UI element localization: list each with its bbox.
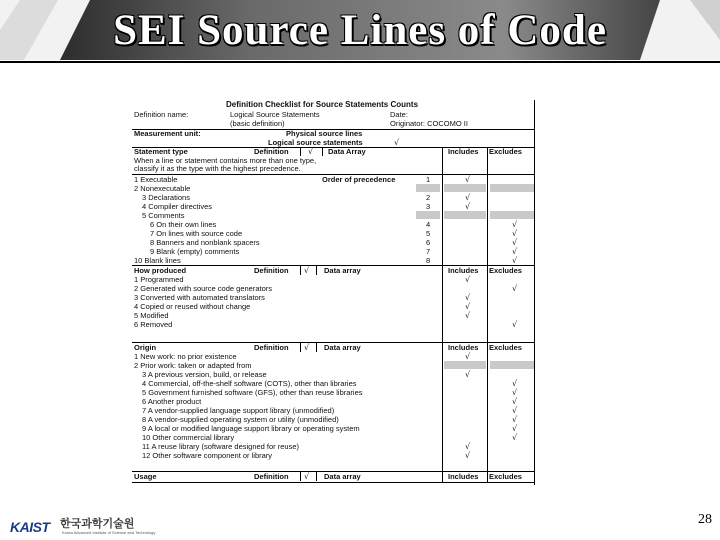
- definition-name-label: Definition name:: [134, 110, 189, 119]
- date-label: Date:: [390, 110, 408, 119]
- shaded-cell: [490, 361, 534, 369]
- col-definition: Definition: [254, 147, 289, 156]
- order-value: 2: [426, 193, 431, 202]
- origin-row: 5 Government furnished software (GFS), other than reuse libraries: [142, 388, 363, 397]
- shaded-cell: [444, 211, 486, 219]
- rule: [300, 266, 301, 275]
- include-check: √: [465, 202, 471, 211]
- include-check: √: [465, 442, 471, 451]
- exclude-check: √: [512, 424, 518, 433]
- shaded-cell: [444, 184, 486, 192]
- kaist-korean-name: 한국과학기술원: [60, 517, 135, 530]
- statement-type-row: 3 Declarations: [142, 193, 190, 202]
- exclude-check: √: [512, 256, 518, 265]
- exclude-check: √: [512, 229, 518, 238]
- origin-row: 4 Commercial, off-the-shelf software (COTS), other than libraries: [142, 379, 357, 388]
- exclude-check: √: [512, 388, 518, 397]
- definition-checklist: [126, 100, 536, 486]
- unit-logical: Logical source statements: [268, 138, 363, 147]
- col-data-array: Data array: [324, 266, 361, 275]
- checklist-title: Definition Checklist for Source Statements Counts: [226, 100, 419, 109]
- origin-row: 9 A local or modified language support library or operating system: [142, 424, 360, 433]
- grid-line: [442, 147, 443, 482]
- how-produced-row: 1 Programmed: [134, 275, 184, 284]
- how-produced-header: How produced: [134, 266, 187, 275]
- col-definition: Definition: [254, 343, 289, 352]
- page-number: 28: [698, 512, 712, 527]
- shaded-cell: [444, 361, 486, 369]
- include-check: √: [465, 175, 471, 184]
- origin-row: 1 New work: no prior existence: [134, 352, 237, 361]
- include-check: √: [465, 302, 471, 311]
- how-produced-row: 2 Generated with source code generators: [134, 284, 272, 293]
- col-includes: Includes: [448, 472, 479, 481]
- rule: [300, 343, 301, 352]
- measurement-unit-label: Measurement unit:: [134, 129, 201, 138]
- statement-type-note: When a line or statement contains more than one type,: [134, 156, 317, 165]
- statement-type-row: 7 On lines with source code: [150, 229, 243, 238]
- order-header: Order of precedence: [322, 175, 396, 184]
- include-check: √: [465, 293, 471, 302]
- include-check: √: [465, 451, 471, 460]
- statement-type-row: 5 Comments: [142, 211, 185, 220]
- col-data-array: Data array: [324, 343, 361, 352]
- rule: [132, 482, 534, 483]
- exclude-check: √: [512, 284, 518, 293]
- kaist-logo: KAIST: [10, 519, 50, 535]
- how-produced-row: 6 Removed: [134, 320, 173, 329]
- exclude-check: √: [512, 320, 518, 329]
- usage-header: Usage: [134, 472, 157, 481]
- col-excludes: Excludes: [489, 472, 522, 481]
- statement-type-row: 1 Executable: [134, 175, 178, 184]
- origin-header: Origin: [134, 343, 157, 352]
- unit-physical: Physical source lines: [286, 129, 363, 138]
- definition-check: √: [304, 472, 310, 481]
- rule: [300, 147, 301, 156]
- statement-type-note: classify it as the type with the highest precedence.: [134, 164, 301, 173]
- col-excludes: Excludes: [489, 343, 522, 352]
- shaded-cell: [490, 184, 534, 192]
- statement-type-row: 9 Blank (empty) comments: [150, 247, 240, 256]
- col-includes: Includes: [448, 147, 479, 156]
- origin-row: 3 A previous version, build, or release: [142, 370, 267, 379]
- exclude-check: √: [512, 433, 518, 442]
- exclude-check: √: [512, 397, 518, 406]
- slide-title: SEI Source Lines of Code: [113, 7, 607, 54]
- how-produced-row: 4 Copied or reused without change: [134, 302, 251, 311]
- exclude-check: √: [512, 406, 518, 415]
- order-value: 5: [426, 229, 431, 238]
- col-includes: Includes: [448, 266, 479, 275]
- include-check: √: [465, 193, 471, 202]
- definition-check: √: [304, 266, 310, 275]
- exclude-check: √: [512, 238, 518, 247]
- exclude-check: √: [512, 415, 518, 424]
- order-value: 6: [426, 238, 431, 247]
- statement-type-header: Statement type: [134, 147, 188, 156]
- rule: [300, 472, 301, 481]
- definition-check: √: [304, 343, 310, 352]
- order-value: 7: [426, 247, 431, 256]
- include-check: √: [465, 275, 471, 284]
- rule: [316, 472, 317, 481]
- col-definition: Definition: [254, 472, 289, 481]
- rule: [316, 343, 317, 352]
- statement-type-row: 10 Blank lines: [134, 256, 181, 265]
- col-includes: Includes: [448, 343, 479, 352]
- col-definition: Definition: [254, 266, 289, 275]
- include-check: √: [465, 370, 471, 379]
- origin-row: 10 Other commercial library: [142, 433, 235, 442]
- order-value: 4: [426, 220, 431, 229]
- exclude-check: √: [512, 247, 518, 256]
- order-value: 3: [426, 202, 431, 211]
- rule: [322, 147, 323, 156]
- grid-line: [487, 147, 488, 482]
- statement-type-row: 4 Compiler directives: [142, 202, 213, 211]
- rule: [316, 266, 317, 275]
- statement-type-row: 6 On their own lines: [150, 220, 217, 229]
- exclude-check: √: [512, 379, 518, 388]
- definition-name-value: Logical Source Statements: [230, 110, 320, 119]
- origin-row: 2 Prior work: taken or adapted from: [134, 361, 252, 370]
- originator-label: Originator: COCOMO II: [390, 119, 468, 128]
- unit-logical-check: √: [394, 138, 400, 147]
- col-data-array: Data array: [324, 472, 361, 481]
- definition-name-sub: (basic definition): [230, 119, 285, 128]
- include-check: √: [465, 311, 471, 320]
- kaist-subtitle: Korea Advanced Institute of Science and Technology: [62, 530, 156, 535]
- grid-line: [534, 100, 535, 485]
- shaded-cell: [490, 211, 534, 219]
- statement-type-row: 2 Nonexecutable: [134, 184, 191, 193]
- origin-row: 11 A reuse library (software designed for reuse): [142, 442, 300, 451]
- shaded-cell: [416, 211, 440, 219]
- definition-check: √: [308, 147, 314, 156]
- how-produced-row: 3 Converted with automated translators: [134, 293, 265, 302]
- exclude-check: √: [512, 220, 518, 229]
- shaded-cell: [416, 184, 440, 192]
- col-excludes: Excludes: [489, 147, 522, 156]
- origin-row: 8 A vendor-supplied operating system or utility (unmodified): [142, 415, 339, 424]
- order-value: 8: [426, 256, 431, 265]
- col-excludes: Excludes: [489, 266, 522, 275]
- statement-type-row: 8 Banners and nonblank spacers: [150, 238, 260, 247]
- include-check: √: [465, 352, 471, 361]
- col-data-array: Data Array: [328, 147, 366, 156]
- origin-row: 12 Other software component or library: [142, 451, 273, 460]
- origin-row: 7 A vendor-supplied language support library (unmodified): [142, 406, 335, 415]
- order-value: 1: [426, 175, 431, 184]
- how-produced-row: 5 Modified: [134, 311, 169, 320]
- origin-row: 6 Another product: [142, 397, 202, 406]
